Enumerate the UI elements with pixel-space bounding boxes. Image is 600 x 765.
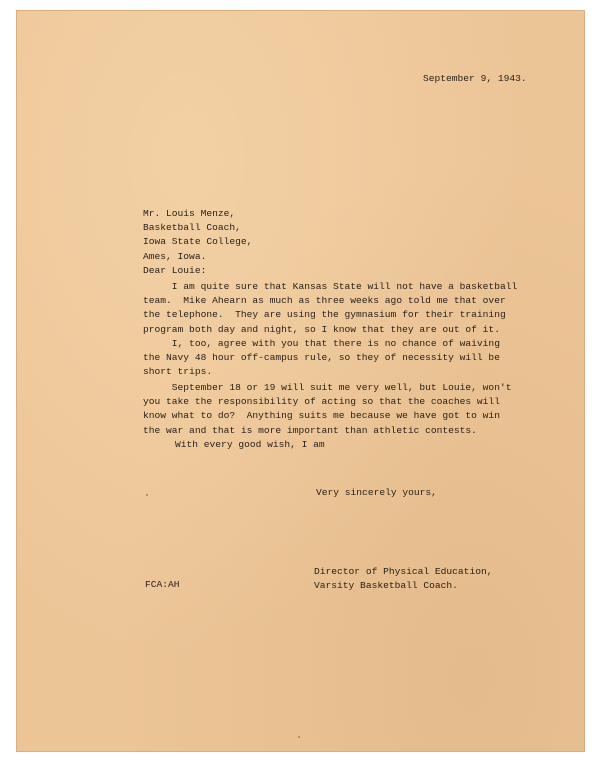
paragraph-line: you take the responsibility of acting so that the coaches will bbox=[143, 396, 500, 408]
salutation: Dear Louie: bbox=[143, 265, 207, 276]
paragraph-line: I, too, agree with you that there is no chance of waiving bbox=[143, 338, 500, 349]
signature-block bbox=[314, 565, 492, 593]
letter-date: September 9, 1943. bbox=[423, 73, 527, 84]
recipient-address bbox=[143, 207, 252, 264]
body-paragraph-2 bbox=[143, 337, 500, 380]
body-paragraph-4: With every good wish, I am bbox=[175, 439, 325, 450]
paragraph-line: September 18 or 19 will suit me very well, but Louie, won't bbox=[143, 382, 512, 393]
paragraph-line: know what to do? Anything suits me because we have got to win bbox=[143, 410, 500, 422]
paragraph-line: the telephone. They are using the gymnasium for their training bbox=[143, 309, 506, 321]
paragraph-line: team. Mike Ahearn as much as three weeks ago told me that over bbox=[143, 295, 506, 307]
body-paragraph-1 bbox=[143, 280, 517, 337]
paragraph-line: the Navy 48 hour off-campus rule, so they of necessity will be bbox=[143, 352, 500, 364]
paper-speck bbox=[146, 494, 148, 496]
complimentary-closing: Very sincerely yours, bbox=[316, 487, 437, 498]
typist-initials: FCA:AH bbox=[145, 579, 180, 590]
paragraph-line: the war and that is more important than athletic contests. bbox=[143, 424, 477, 436]
signature-line: Director of Physical Education, bbox=[314, 566, 493, 577]
signature-line: Varsity Basketball Coach. bbox=[314, 580, 458, 592]
paragraph-line: I am quite sure that Kansas State will not have a basketball bbox=[143, 281, 518, 292]
paragraph-line: short trips. bbox=[143, 366, 213, 378]
body-paragraph-3 bbox=[143, 381, 511, 438]
address-line: Basketball Coach, bbox=[143, 222, 241, 234]
address-line: Ames, Iowa. bbox=[143, 250, 207, 262]
paragraph-line: program both day and night, so I know that they are out of it. bbox=[143, 323, 500, 335]
address-line: Mr. Louis Menze, bbox=[143, 208, 236, 219]
paper-speck bbox=[298, 736, 300, 738]
address-line: Iowa State College, bbox=[143, 236, 253, 248]
